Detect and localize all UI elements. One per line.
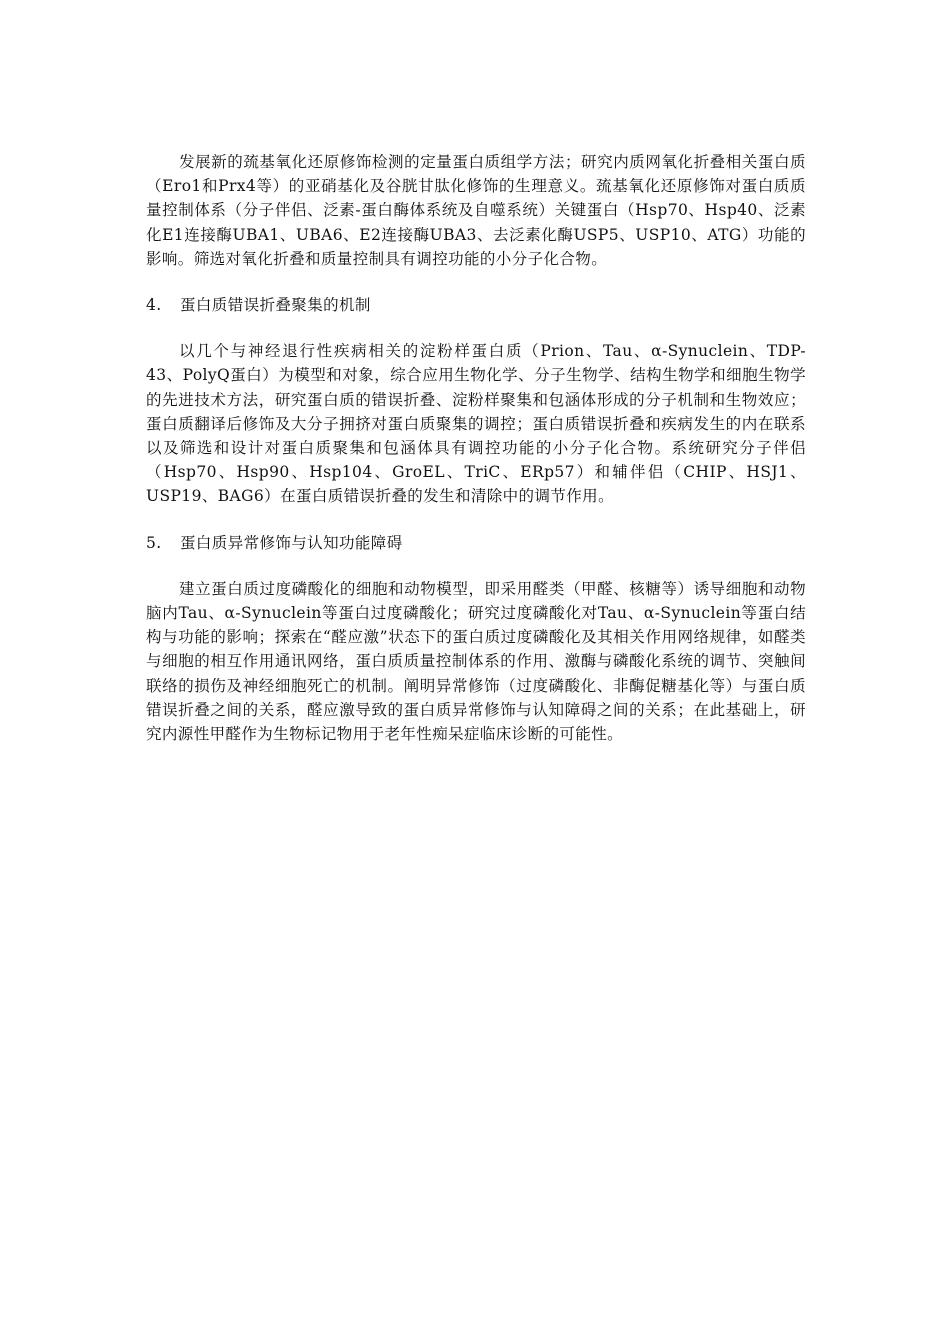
section-4-paragraph: 以几个与神经退行性疾病相关的淀粉样蛋白质（Prion、Tau、α-Synuclein、TDP-43、PolyQ蛋白）为模型和对象，综合应用生物化学、分子生物学、结构生物学和细胞生物学的先进技术方法，研究蛋白质的错误折叠、淀粉样聚集和包涵体形成的分子机制和生物效应；蛋白质翻译后修饰及大分子拥挤对蛋白质聚集的调控；蛋白质错误折叠和疾病发生的内在联系以及筛选和设计对蛋白质聚集和包涵体具有调控功能的小分子化合物。系统研究分子伴侣（Hsp70、Hsp90、Hsp104、GroEL、TriC、ERp57）和辅伴侣（CHIP、HSJ1、USP19、BAG6）在蛋白质错误折叠的发生和清除中的调节作用。 (146, 342, 806, 506)
section-5-number: 5. (146, 533, 162, 552)
section-4-title: 蛋白质错误折叠聚集的机制 (180, 296, 371, 315)
intro-paragraph: 发展新的巯基氧化还原修饰检测的定量蛋白质组学方法；研究内质网氧化折叠相关蛋白质（Ero1和Prx4等）的亚硝基化及谷胱甘肽化修饰的生理意义。巯基氧化还原修饰对蛋白质质量控制体系（分子伴侣、泛素-蛋白酶体系统及自噬系统）关键蛋白（Hsp70、Hsp40、泛素化E1连接酶UBA1、UBA6、E2连接酶UBA3、去泛素化酶USP5、USP10、ATG）功能的影响。筛选对氧化折叠和质量控制具有调控功能的小分子化合物。 (146, 153, 806, 268)
section-4-heading (146, 293, 806, 317)
section-5-paragraph: 建立蛋白质过度磷酸化的细胞和动物模型，即采用醛类（甲醛、核糖等）诱导细胞和动物脑内Tau、α-Synuclein等蛋白过度磷酸化；研究过度磷酸化对Tau、α-Synuclein等蛋白结构与功能的影响；探索在“醛应激”状态下的蛋白质过度磷酸化及其相关作用网络规律，如醛类与细胞的相互作用通讯网络，蛋白质质量控制体系的作用、激酶与磷酸化系统的调节、突触间联络的损伤及神经细胞死亡的机制。阐明异常修饰（过度磷酸化、非酶促糖基化等）与蛋白质错误折叠之间的关系，醛应激导致的蛋白质异常修饰与认知障碍之间的关系；在此基础上，研究内源性甲醛作为生物标记物用于老年性痴呆症临床诊断的可能性。 (146, 579, 806, 744)
section-5-title: 蛋白质异常修饰与认知功能障碍 (180, 533, 403, 552)
section-5-heading (146, 531, 806, 555)
section-4-number: 4. (146, 296, 162, 315)
document-body (146, 150, 806, 746)
